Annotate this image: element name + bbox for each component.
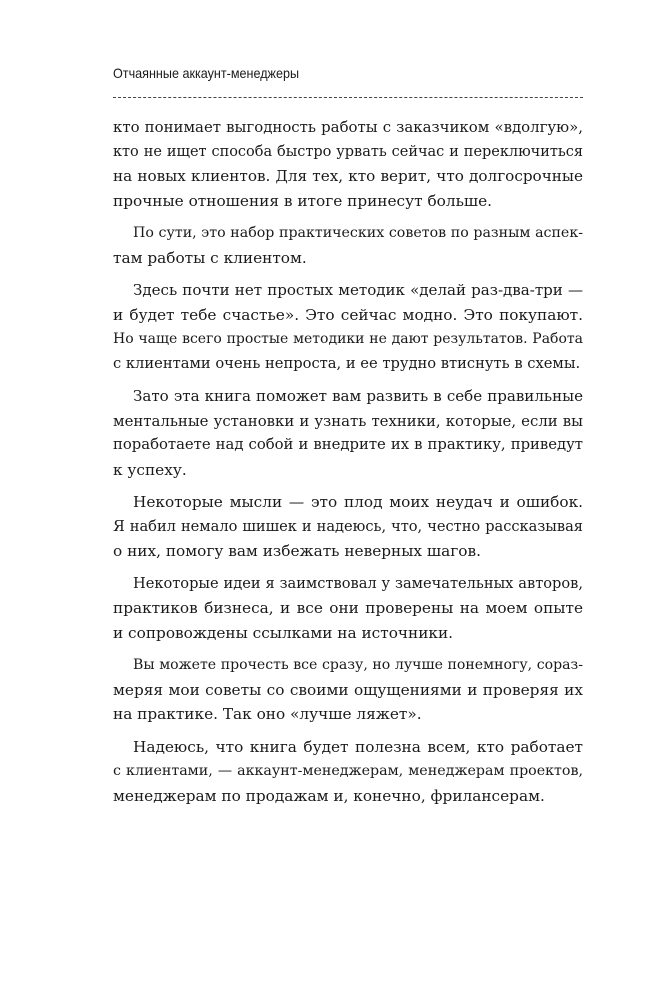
text-line: По сути, это набор практических советов по разным аспек-: [133, 225, 583, 241]
paragraph: [113, 278, 583, 376]
paragraph: [113, 490, 583, 564]
text-line: ментальные установки и узнать техники, которые, если вы: [113, 411, 583, 430]
text-line: Некоторые мысли — это плод моих неудач и ошибок.: [133, 493, 583, 511]
paragraph: [113, 735, 583, 809]
text-line: кто понимает выгодность работы с заказчиком «вдолгую»,: [113, 118, 583, 136]
text-line: практиков бизнеса, и все они проверены на моем опыте: [113, 599, 583, 617]
text-line: с клиентами, — аккаунт-менеджерам, менеджерам проектов,: [113, 763, 583, 779]
text-line: и будет тебе счастье». Это сейчас модно. Это покупают.: [113, 305, 583, 324]
text-line: там работы с клиентом.: [113, 248, 307, 267]
text-line: Я набил немало шишек и надеюсь, что, честно рассказывая: [113, 517, 583, 535]
paragraph: [113, 572, 583, 646]
text-line: на новых клиентов. Для тех, кто верит, что долгосрочные: [113, 167, 583, 185]
text-line: Но чаще всего простые методики не дают результатов. Работа: [113, 331, 583, 347]
text-line: с клиентами очень непроста, и ее трудно втиснуть в схемы.: [113, 354, 581, 372]
text-line: Некоторые идеи я заимствовал у замечательных авторов,: [133, 574, 583, 592]
paragraph: [113, 653, 583, 727]
running-header: Отчаянные аккаунт-менеджеры: [113, 65, 300, 81]
text-line: меряя мои советы со своими ощущениями и проверяя их: [113, 680, 583, 699]
header-dashed-rule: [113, 97, 583, 98]
text-line: прочные отношения в итоге принесут больше.: [113, 191, 493, 210]
paragraph: [113, 115, 583, 213]
text-line: Вы можете прочесть все сразу, но лучше понемногу, сораз-: [133, 657, 583, 673]
text-line: к успеху.: [113, 460, 187, 479]
body-text: [113, 115, 583, 816]
text-line: менеджерам по продажам и, конечно, фрилансерам.: [113, 786, 545, 805]
text-line: поработаете над собой и внедрите их в практику, приведут: [113, 436, 583, 453]
text-line: Здесь почти нет простых методик «делай раз-два-три —: [133, 281, 583, 299]
text-line: и сопровождены ссылками на источники.: [113, 623, 454, 642]
text-line: Надеюсь, что книга будет полезна всем, кто работает: [133, 737, 583, 756]
text-line: кто не ищет способа быстро урвать сейчас и переключиться: [113, 143, 583, 160]
text-line: о них, помогу вам избежать неверных шагов.: [113, 542, 481, 560]
text-line: Зато эта книга поможет вам развить в себе правильные: [133, 387, 583, 405]
paragraph: [113, 384, 583, 482]
text-line: на практике. Так оно «лучше ляжет».: [113, 705, 422, 723]
paragraph: [113, 221, 583, 270]
